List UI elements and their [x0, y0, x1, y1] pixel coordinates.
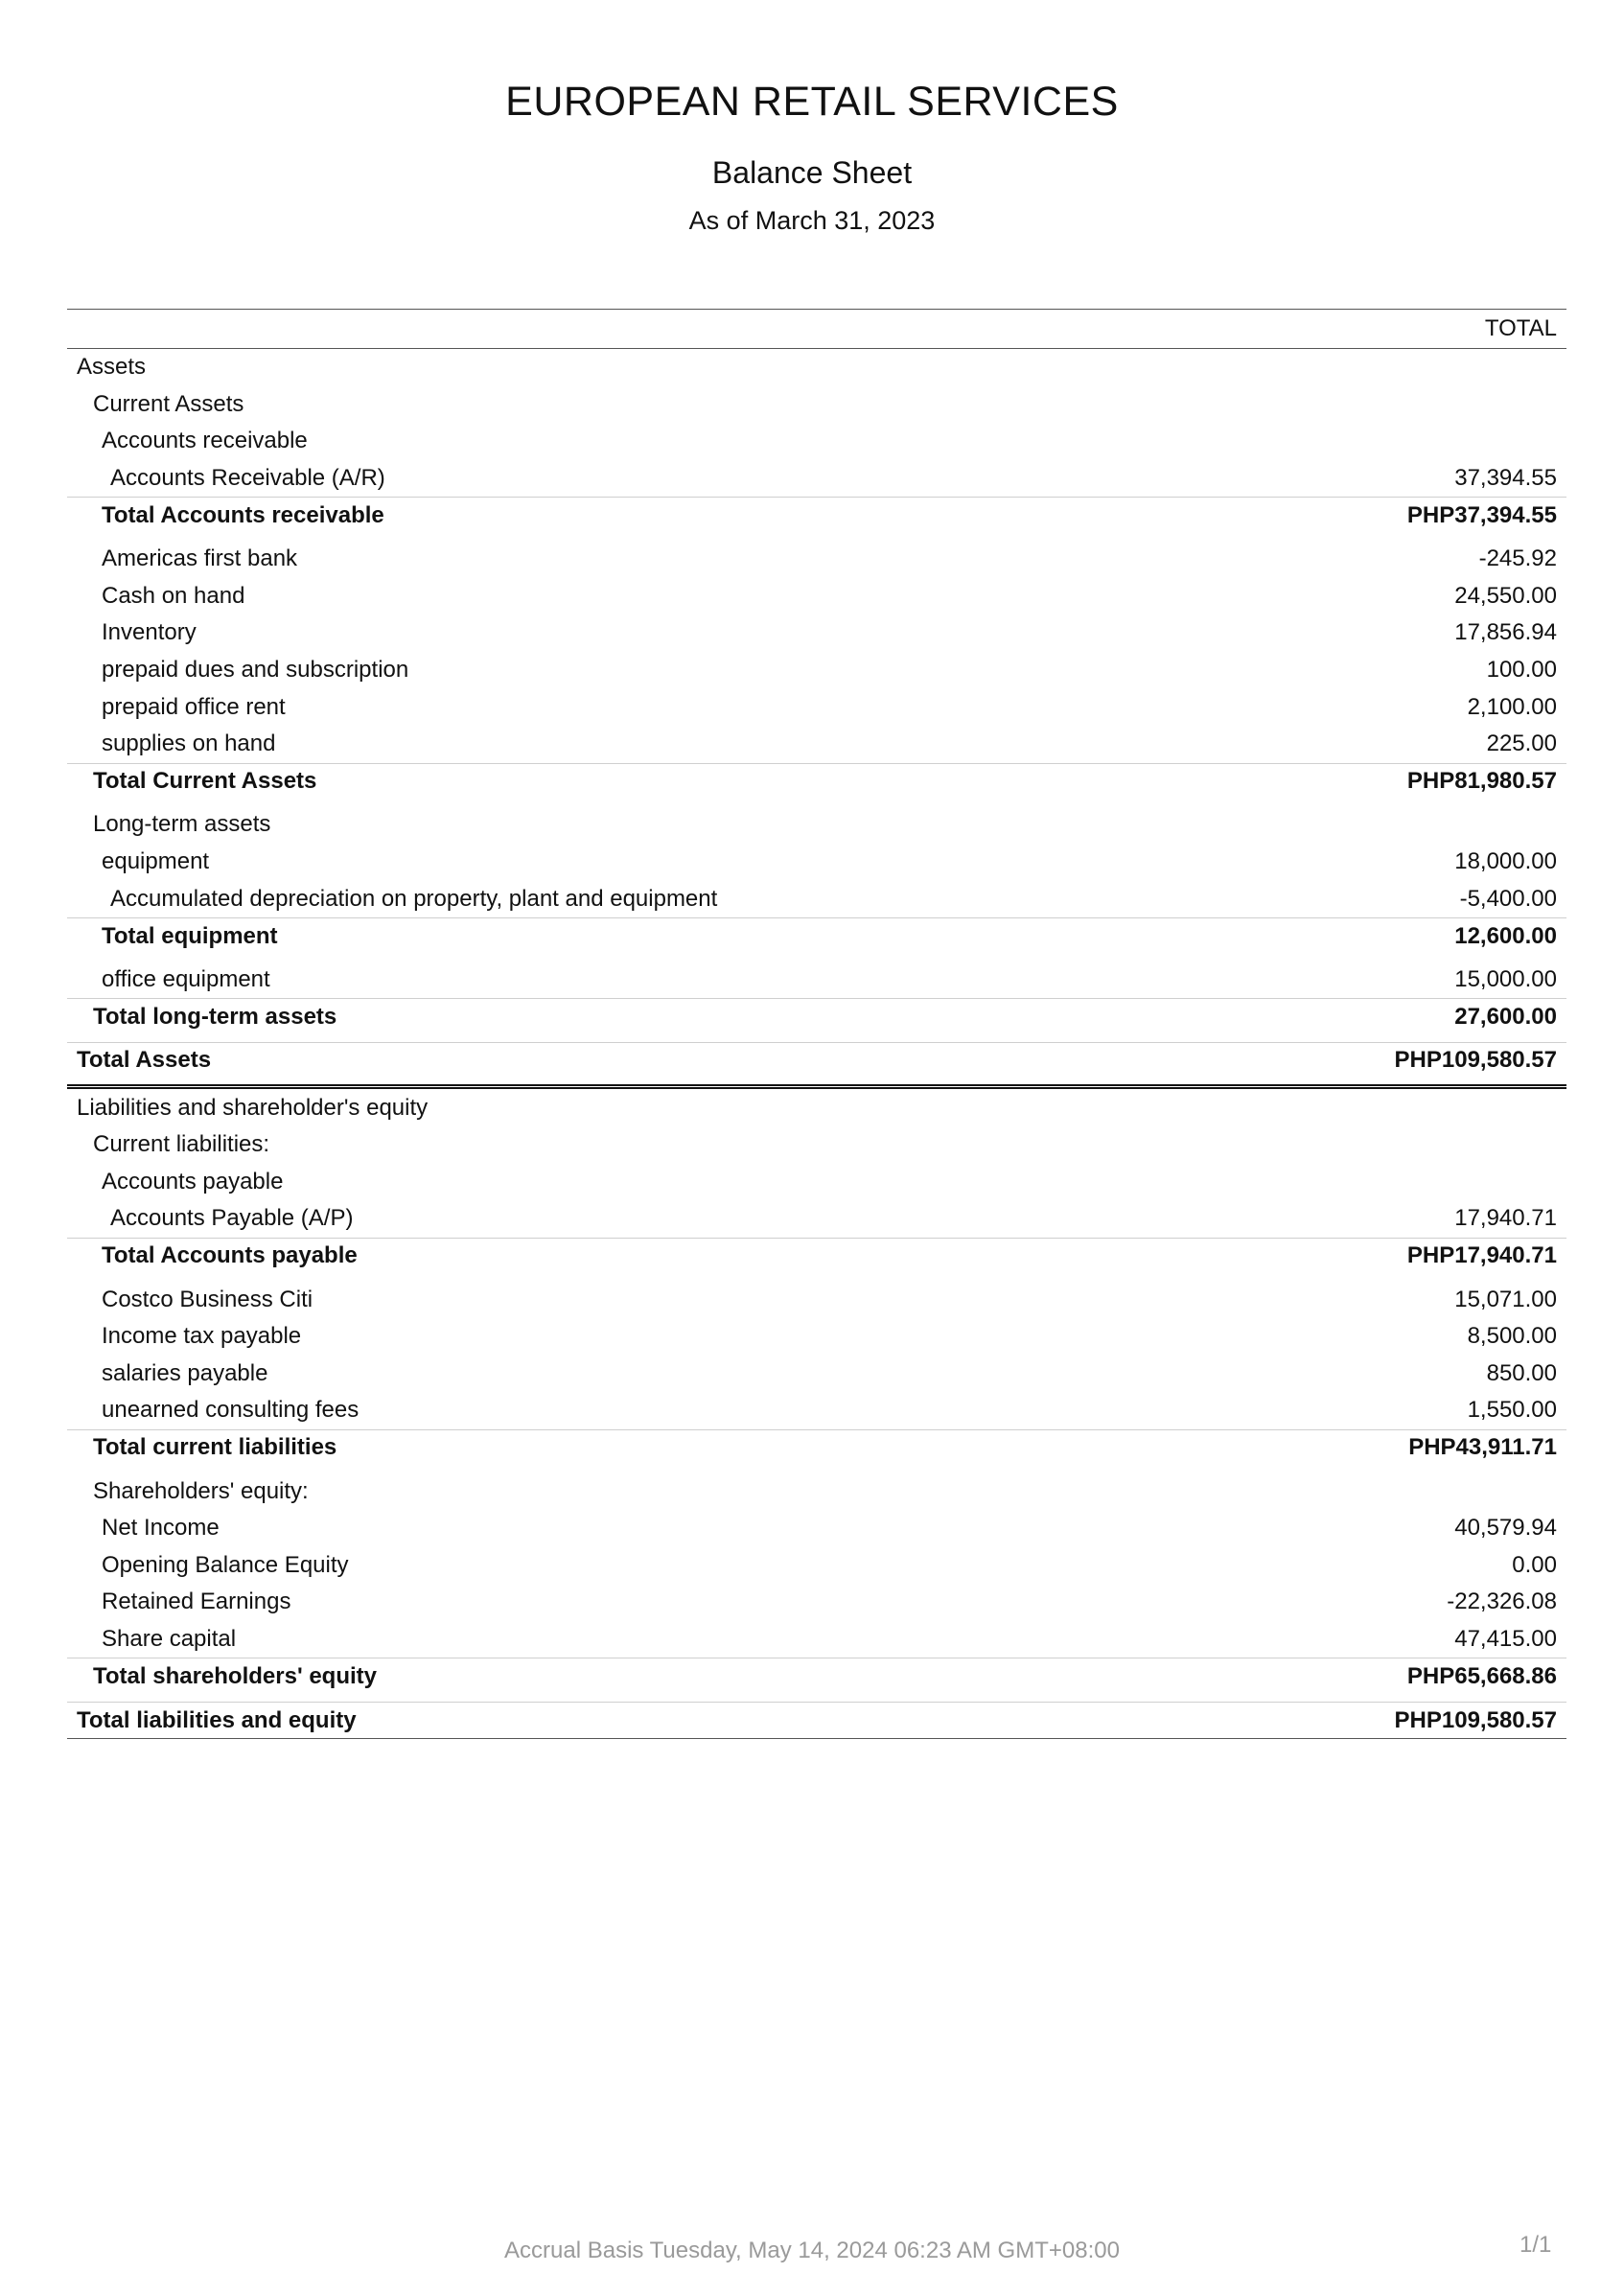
row-amount: 17,856.94: [1454, 619, 1557, 646]
group-heading-shareholders-equity: [67, 1473, 1566, 1510]
row-label: supplies on hand: [102, 731, 276, 757]
row-label: Income tax payable: [102, 1323, 302, 1350]
row-label: unearned consulting fees: [102, 1397, 360, 1424]
row-label: Accounts payable: [102, 1168, 284, 1194]
subtotal-row: [67, 1429, 1566, 1467]
section-heading-liabilities: [67, 1089, 1566, 1126]
table-row: [67, 1318, 1566, 1356]
row-amount: 47,415.00: [1454, 1625, 1557, 1652]
row-amount: 2,100.00: [1467, 693, 1557, 720]
table-row: [67, 844, 1566, 881]
row-amount: 8,500.00: [1467, 1323, 1557, 1350]
balance-sheet-table: [67, 309, 1566, 1739]
row-label: Net Income: [102, 1515, 220, 1542]
row-amount: PHP37,394.55: [1406, 502, 1557, 529]
row-label: Total Assets: [77, 1047, 212, 1074]
row-label: Total Accounts payable: [102, 1242, 358, 1269]
grand-total-row: [67, 1042, 1566, 1079]
row-label: Total current liabilities: [93, 1434, 337, 1461]
group-heading-long-term-assets: [67, 806, 1566, 844]
row-amount: 37,394.55: [1454, 465, 1557, 492]
row-amount: 225.00: [1486, 731, 1557, 757]
table-row: [67, 1546, 1566, 1584]
row-label: Accounts Receivable (A/R): [110, 465, 385, 492]
row-label: office equipment: [102, 965, 270, 992]
row-amount: PHP109,580.57: [1394, 1706, 1557, 1733]
table-row: [67, 652, 1566, 689]
group-heading-accounts-receivable: [67, 423, 1566, 460]
row-label: Inventory: [102, 619, 197, 646]
group-heading-accounts-payable: [67, 1163, 1566, 1200]
bottom-rule: [67, 1738, 1566, 1739]
table-row: [67, 688, 1566, 726]
row-amount: -245.92: [1478, 545, 1557, 572]
group-heading-current-assets: [67, 386, 1566, 424]
company-name: EUROPEAN RETAIL SERVICES: [505, 79, 1119, 125]
column-header-total: TOTAL: [1484, 315, 1557, 341]
row-amount: PHP81,980.57: [1406, 768, 1557, 795]
subtotal-row: [67, 1238, 1566, 1275]
table-row: [67, 1621, 1566, 1658]
row-label: Assets: [77, 354, 147, 381]
table-row: [67, 541, 1566, 578]
row-label: Costco Business Citi: [102, 1286, 313, 1312]
table-row: [67, 962, 1566, 999]
table-row: [67, 1281, 1566, 1318]
row-amount: 850.00: [1486, 1359, 1557, 1386]
row-label: Cash on hand: [102, 582, 245, 609]
row-label: prepaid dues and subscription: [102, 657, 409, 684]
row-amount: 1,550.00: [1467, 1397, 1557, 1424]
table-row: [67, 1392, 1566, 1429]
row-amount: 0.00: [1512, 1551, 1557, 1578]
row-label: Accounts receivable: [102, 428, 308, 454]
row-label: Opening Balance Equity: [102, 1551, 349, 1578]
row-label: Accounts Payable (A/P): [110, 1205, 354, 1232]
row-label: Long-term assets: [93, 811, 271, 838]
table-row: [67, 1355, 1566, 1392]
row-amount: 18,000.00: [1454, 848, 1557, 875]
row-label: Share capital: [102, 1625, 237, 1652]
subtotal-row: [67, 497, 1566, 534]
table-row: [67, 880, 1566, 917]
row-amount: PHP17,940.71: [1406, 1242, 1557, 1269]
row-label: Americas first bank: [102, 545, 298, 572]
row-amount: 40,579.94: [1454, 1515, 1557, 1542]
table-row: [67, 460, 1566, 498]
row-amount: 15,000.00: [1454, 965, 1557, 992]
row-label: Current liabilities:: [93, 1131, 270, 1158]
row-amount: 27,600.00: [1454, 1003, 1557, 1030]
subtotal-row: [67, 1658, 1566, 1695]
table-row: [67, 1510, 1566, 1547]
row-label: Shareholders' equity:: [93, 1477, 309, 1504]
subtotal-row: [67, 763, 1566, 800]
row-label: Total long-term assets: [93, 1003, 337, 1030]
table-row: [67, 726, 1566, 763]
row-label: equipment: [102, 848, 210, 875]
row-label: Retained Earnings: [102, 1589, 291, 1615]
row-label: Liabilities and shareholder's equity: [77, 1094, 429, 1121]
row-amount: 24,550.00: [1454, 582, 1557, 609]
row-amount: 12,600.00: [1454, 922, 1557, 949]
row-amount: PHP43,911.71: [1408, 1434, 1557, 1461]
table-row: [67, 615, 1566, 652]
row-amount: 100.00: [1486, 657, 1557, 684]
subtotal-row: [67, 917, 1566, 955]
row-label: Total liabilities and equity: [77, 1706, 357, 1733]
row-label: Accumulated depreciation on property, plant and equipment: [110, 885, 718, 912]
row-label: Total Accounts receivable: [102, 502, 384, 529]
row-amount: -5,400.00: [1459, 885, 1557, 912]
column-header-row: [67, 309, 1566, 349]
report-footer: Accrual Basis Tuesday, May 14, 2024 06:23 AM GMT+08:00: [504, 2238, 1120, 2263]
row-amount: 15,071.00: [1454, 1286, 1557, 1312]
table-row: [67, 1200, 1566, 1238]
row-amount: 17,940.71: [1454, 1205, 1557, 1232]
row-amount: PHP109,580.57: [1394, 1047, 1557, 1074]
row-amount: -22,326.08: [1447, 1589, 1557, 1615]
table-row: [67, 578, 1566, 615]
row-label: prepaid office rent: [102, 693, 286, 720]
page-number: 1/1: [1520, 2232, 1552, 2258]
row-label: Current Assets: [93, 390, 244, 417]
report-date: As of March 31, 2023: [688, 206, 936, 235]
row-label: Total shareholders' equity: [93, 1662, 377, 1689]
group-heading-current-liabilities: [67, 1126, 1566, 1164]
row-label: Total Current Assets: [93, 768, 317, 795]
row-label: Total equipment: [102, 922, 278, 949]
table-row: [67, 1584, 1566, 1621]
subtotal-row: [67, 998, 1566, 1035]
grand-total-row: [67, 1702, 1566, 1739]
report-title: Balance Sheet: [711, 155, 913, 190]
row-amount: PHP65,668.86: [1406, 1662, 1557, 1689]
section-heading-assets: [67, 349, 1566, 386]
row-label: salaries payable: [102, 1359, 268, 1386]
